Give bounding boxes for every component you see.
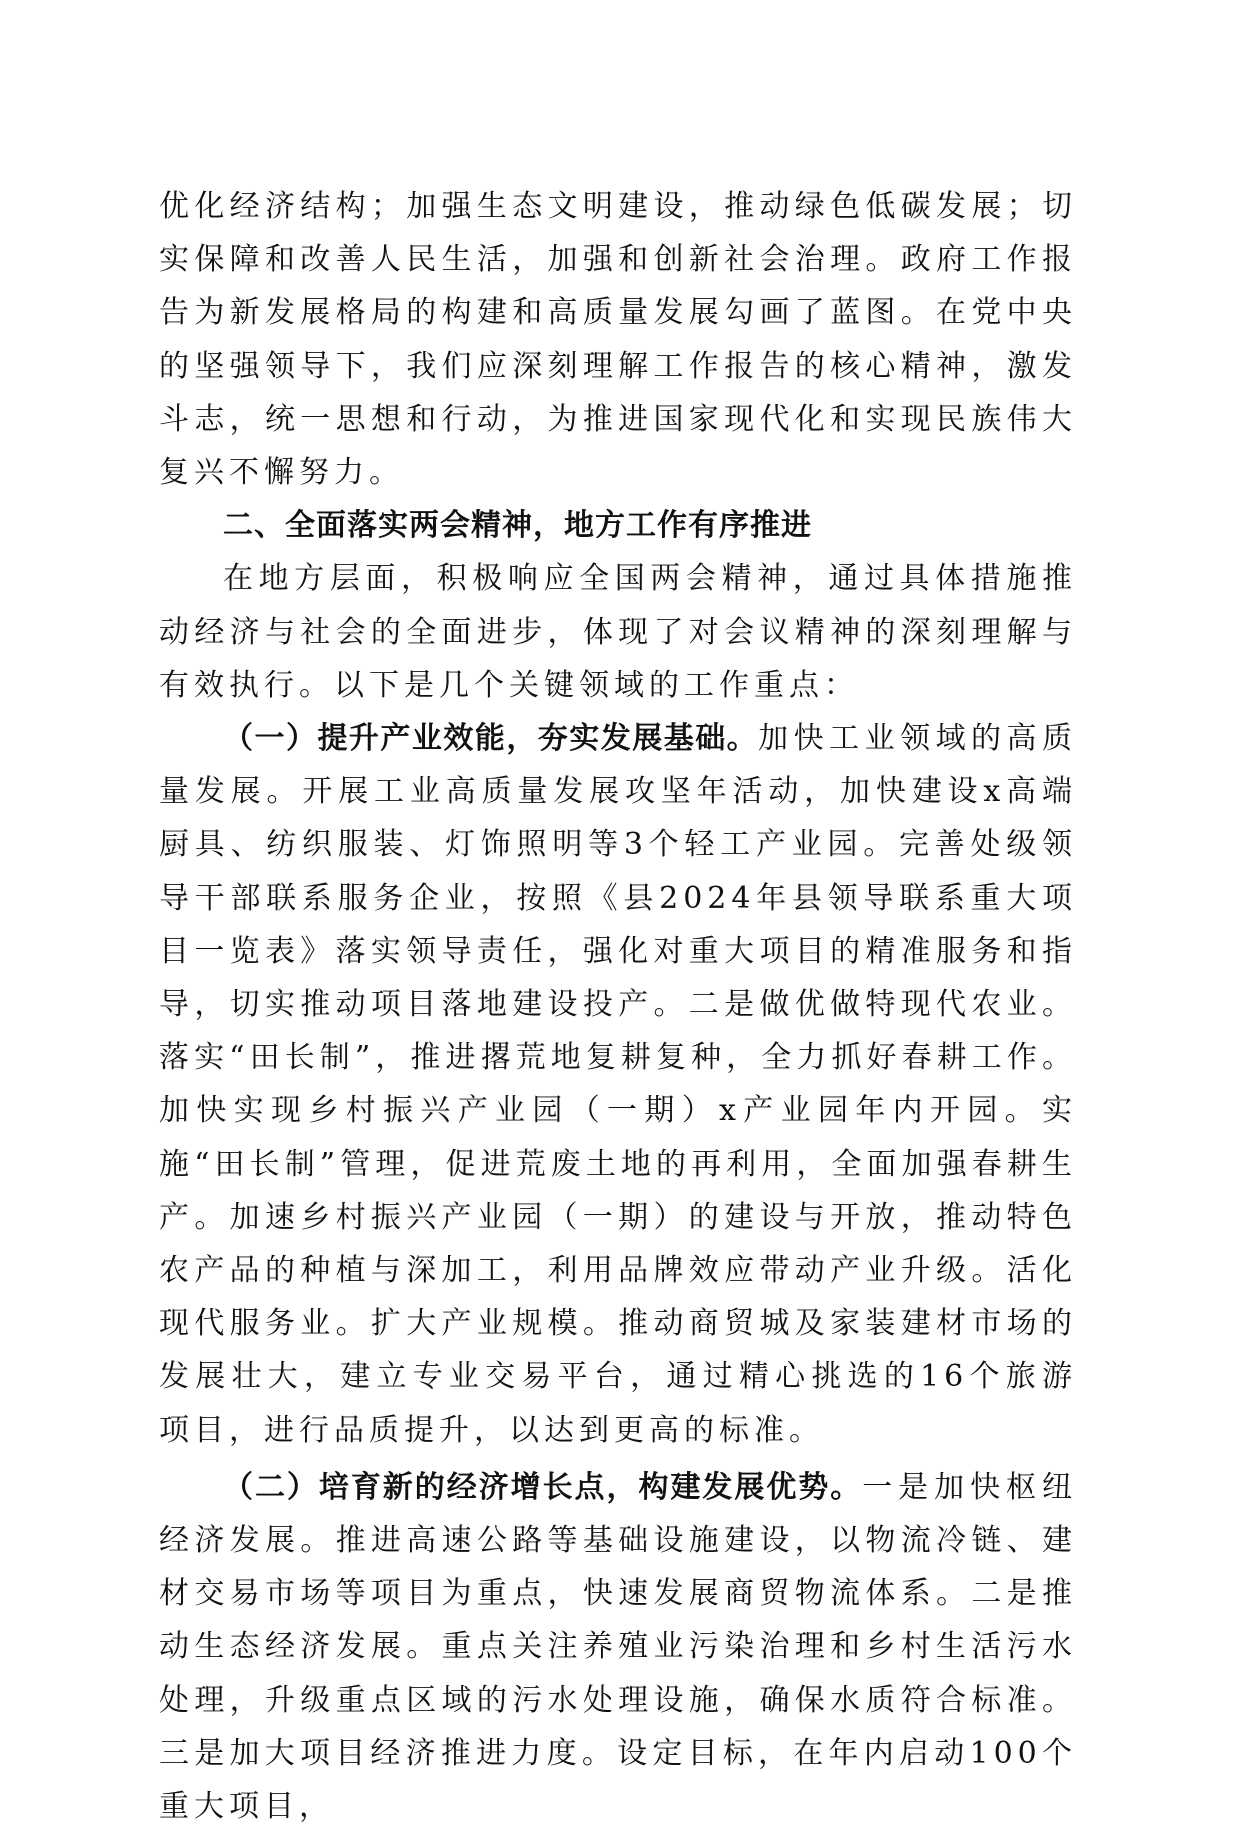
item1-paragraph (159, 712, 1077, 1457)
item2-paragraph (159, 1461, 1077, 1833)
section-heading: 二、全面落实两会精神，地方工作有序推进 (223, 508, 812, 544)
intro-paragraph: 优化经济结构；加强生态文明建设，推动绿色低碳发展；切实保障和改善人民生活，加强和创新社会治理。政府工作报告为新发展格局的构建和高质量发展勾画了蓝图。在党中央的坚强领导下，我们应深刻理解工作报告的核心精神，激发斗志，统一思想和行动，为推进国家现代化和实现民族伟大复兴不懈努力。 (159, 189, 1077, 491)
section-intro-paragraph: 在地方层面，积极响应全国两会精神，通过具体措施推动经济与社会的全面进步，体现了对会议精神的深刻理解与有效执行。以下是几个关键领域的工作重点： (159, 561, 1077, 703)
item1-title: （一）提升产业效能，夯实发展基础。 (223, 721, 759, 757)
item1-body: 加快工业领域的高质量发展。开展工业高质量发展攻坚年活动，加快建设x高端厨具、纺织服装、灯饰照明等3个轻工产业园。完善处级领导干部联系服务企业，按照《县2024年县领导联系重大项目一览表》落实领导责任，强化对重大项目的精准服务和指导，切实推动项目落地建设投产。二是做优做特现代农业。落实“田长制”，推进撂荒地复耕复种，全力抓好春耕工作。加快实现乡村振兴产业园（一期）x产业园年内开园。实施“田长制”管理，促进荒废土地的再利用，全面加强春耕生产。加速乡村振兴产业园（一期）的建设与开放，推动特色农产品的种植与深加工，利用品牌效应带动产业升级。活化现代服务业。扩大产业规模。推动商贸城及家装建材市场的发展壮大，建立专业交易平台，通过精心挑选的16个旅游项目，进行品质提升，以达到更高的标准。 (159, 721, 1078, 1448)
document-page (159, 180, 1077, 1833)
item2-body: 一是加快枢纽经济发展。推进高速公路等基础设施建设，以物流冷链、建材交易市场等项目为重点，快速发展商贸物流体系。二是推动生态经济发展。重点关注养殖业污染治理和乡村生活污水处理，升级重点区域的污水处理设施，确保水质符合标准。三是加大项目经济推进力度。设定目标，在年内启动100个重大项目， (159, 1469, 1078, 1825)
item2-title: （二）培育新的经济增长点，构建发展优势。 (223, 1469, 863, 1505)
